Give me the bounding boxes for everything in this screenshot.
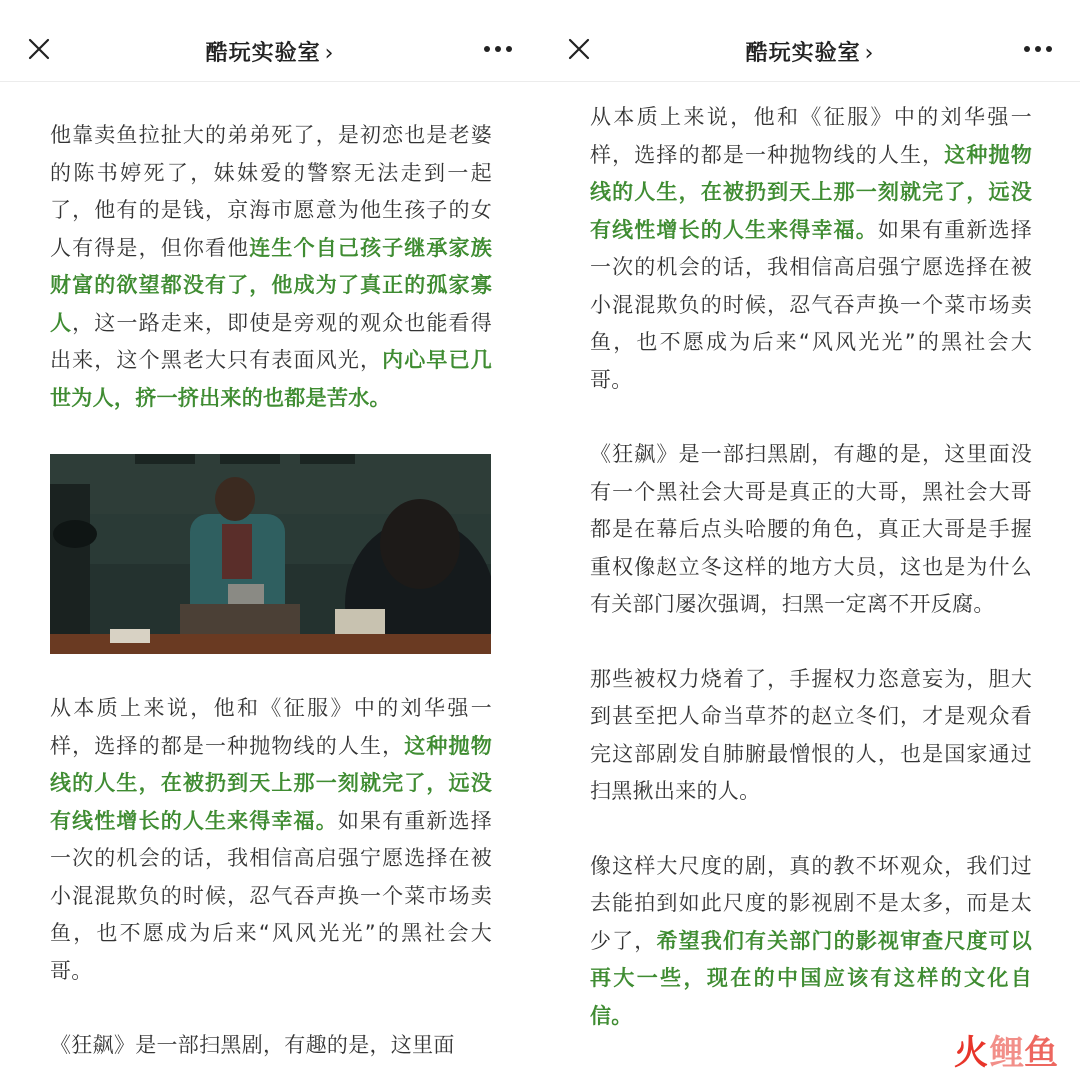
more-button[interactable] (480, 34, 516, 64)
text-run: 那些被权力烧着了，手握权力恣意妄为，胆大到甚至把人命当草芥的赵立冬们，才是观众看完这部剧发自肺腑最憎恨的人，也是国家通过扫黑揪出来的人。 (590, 666, 1032, 803)
article-body (50, 117, 492, 1080)
text-run: 像这样大尺度的剧，真的教不坏观众，我们过去能拍到如此尺度的影视剧不是太多，而是太少了， (590, 853, 1032, 953)
text-run: 《狂飙》是一部扫黑剧，有趣的是，这里面没有一个黑社会大哥是真正的大哥，黑社会大哥都是在幕后点头哈腰的角色，真正大哥是手握重权像赵立冬这样的地方大员，这也是为什么有关部门屡次强调，扫黑一定离不开反腐。 (590, 442, 1032, 616)
paragraph (590, 436, 1032, 624)
paragraph (50, 690, 492, 990)
article-body (590, 99, 1032, 1072)
text-run: 从本质上来说，他和《征服》中的刘华强一样，选择的都是一种抛物线的人生， (590, 105, 1032, 167)
more-button[interactable] (1020, 34, 1056, 64)
text-run: ，这一路走来，即使是旁观的观众也能看得出来，这个黑老大只有表面风光， (50, 310, 492, 372)
watermark-char: 火 (954, 1033, 988, 1073)
highlighted-text: 这种抛物线的人生，在被扔到天上那一刻就完了，远没有线性增长的人生来得幸福。 (590, 142, 1032, 242)
text-run: 《狂飙》是一部扫黑剧，有趣的是，这里面 (50, 1033, 455, 1057)
account-title-link[interactable] (540, 36, 1080, 67)
nav-bar (540, 0, 1080, 82)
paragraph (50, 1027, 492, 1065)
chevron-right-icon: › (324, 41, 335, 66)
more-dots-icon (1023, 45, 1053, 53)
watermark-char: 鲤 (990, 1033, 1024, 1073)
more-dots-icon (483, 45, 513, 53)
highlighted-text: 内心早已几世为人，挤一挤出来的也都是苦水。 (50, 348, 493, 410)
watermark-logo (954, 1025, 1058, 1074)
highlighted-text: 希望我们有关部门的影视审查尺度可以再大一些，现在的中国应该有这样的文化自信。 (590, 928, 1032, 1028)
nav-bar (0, 0, 540, 82)
paragraph (590, 848, 1032, 1036)
account-name: 酷玩实验室 (205, 41, 321, 66)
text-run: 从本质上来说，他和《征服》中的刘华强一样，选择的都是一种抛物线的人生， (50, 696, 492, 758)
paragraph (590, 99, 1032, 399)
paragraph (50, 117, 492, 417)
account-name: 酷玩实验室 (745, 41, 861, 66)
article-panel-right[interactable] (540, 0, 1080, 1080)
paragraph (590, 661, 1032, 811)
highlighted-text: 连生个自己孩子继承家族财富的欲望都没有了，他成为了真正的孤家寡人 (50, 235, 492, 335)
account-title-link[interactable] (0, 36, 540, 67)
text-run: 他靠卖鱼拉扯大的弟弟死了，是初恋也是老婆的陈书婷死了，妹妹爱的警察无法走到一起了，他有的是钱，京海市愿意为他生孩子的女人有得是，但你看他 (50, 123, 492, 260)
text-run: 如果有重新选择一次的机会的话，我相信高启强宁愿选择在被小混混欺负的时候，忍气吞声换一个菜市场卖鱼，也不愿成为后来“风风光光”的黑社会大哥。 (50, 808, 492, 983)
chevron-right-icon: › (864, 41, 875, 66)
text-run: 如果有重新选择一次的机会的话，我相信高启强宁愿选择在被小混混欺负的时候，忍气吞声换一个菜市场卖鱼，也不愿成为后来“风风光光”的黑社会大哥。 (590, 217, 1032, 392)
drama-scene-image (50, 454, 491, 654)
watermark-char: 鱼 (1024, 1033, 1058, 1073)
highlighted-text: 这种抛物线的人生，在被扔到天上那一刻就完了，远没有线性增长的人生来得幸福。 (50, 733, 492, 833)
